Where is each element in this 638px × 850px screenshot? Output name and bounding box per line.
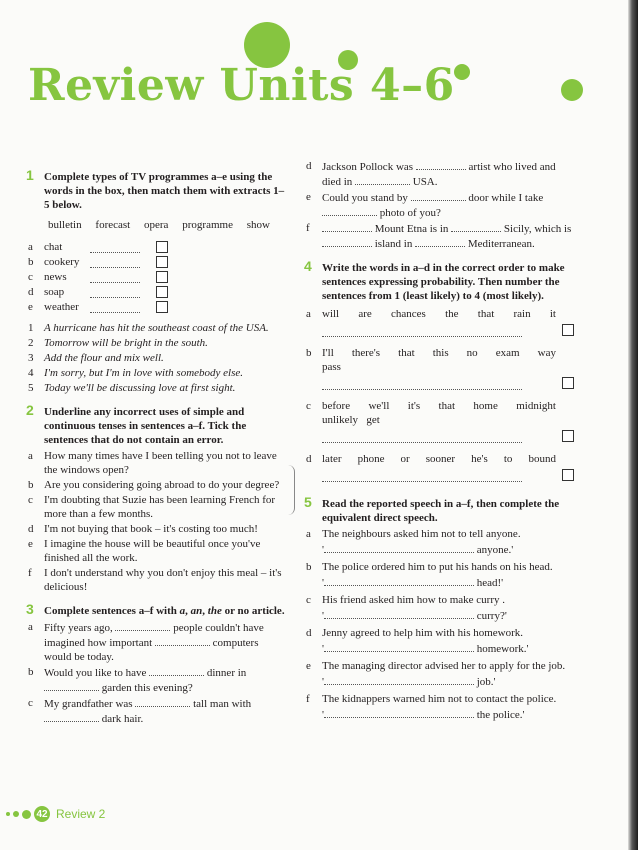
sentence-part: USA. — [410, 176, 438, 188]
tv-type-item — [26, 240, 288, 255]
answer-box[interactable] — [156, 271, 168, 283]
item-letter: b — [306, 347, 312, 359]
scrambled-word: he's — [471, 453, 488, 465]
sentence-part: tall man with — [190, 698, 252, 710]
answer-blank[interactable] — [322, 379, 522, 390]
item-letter: d — [306, 627, 312, 639]
left-column — [26, 162, 288, 727]
exercise-instruction: Read the reported speech in a–f, then complete the equivalent direct speech. — [322, 498, 560, 524]
footer-label: Review 2 — [56, 807, 106, 821]
item-letter: f — [306, 222, 310, 234]
word-order-item — [304, 452, 576, 466]
scrambled-word: rain — [513, 308, 531, 320]
answer-blank[interactable] — [324, 674, 474, 685]
answer-box[interactable] — [156, 256, 168, 268]
rank-box[interactable] — [562, 324, 574, 336]
word-order-item — [304, 307, 576, 321]
answer-blank[interactable] — [149, 665, 204, 676]
reported-sentence: His friend asked him how to make curry . — [322, 594, 505, 606]
reported-speech-item — [304, 593, 576, 607]
scrambled-word: that — [438, 400, 456, 412]
reported-sentence: The police ordered him to put his hands on his head. — [322, 561, 553, 573]
scrambled-words — [322, 307, 576, 321]
scrambled-word: pass — [322, 361, 341, 373]
scrambled-word: get — [366, 414, 380, 426]
scrambled-words-wrap — [322, 413, 576, 427]
sentence-item — [26, 537, 288, 565]
scrambled-word: or — [400, 453, 410, 465]
item-letter: d — [306, 160, 312, 172]
sentence-item — [26, 493, 288, 521]
quote-mark: ' — [322, 544, 324, 556]
scrambled-word: way — [537, 347, 556, 359]
instruction-text: Complete sentences a–f with — [44, 605, 180, 617]
page-title: Review Units 4–6 — [28, 60, 455, 111]
article-item — [26, 665, 288, 695]
reported-speech-item — [304, 692, 576, 706]
answer-blank[interactable] — [322, 432, 522, 443]
scrambled-word: are — [358, 308, 372, 320]
reported-speech-item — [304, 527, 576, 541]
item-word: weather — [44, 301, 79, 313]
extract-number: 2 — [28, 337, 34, 349]
answer-blank[interactable] — [322, 205, 377, 216]
exercise-number: 1 — [26, 167, 34, 183]
scrambled-word: chances — [391, 308, 426, 320]
exercise-instruction — [44, 604, 288, 618]
page-number: 42 — [34, 806, 50, 822]
answer-blank[interactable] — [324, 608, 474, 619]
article-item — [26, 620, 288, 664]
reported-speech-item — [304, 626, 576, 640]
article-item — [304, 159, 576, 189]
item-letter: b — [28, 479, 34, 491]
quote-end: homework.' — [473, 643, 529, 655]
decorative-dot — [22, 810, 31, 819]
decorative-dot — [454, 64, 470, 80]
answer-blank[interactable] — [90, 272, 140, 283]
answer-blank[interactable] — [451, 221, 501, 232]
probability-list — [304, 307, 576, 485]
quote-mark: ' — [322, 610, 324, 622]
exercise-2 — [26, 402, 288, 447]
scrambled-word: no — [466, 347, 478, 359]
answer-blank[interactable] — [416, 159, 466, 170]
scrambled-word: there's — [351, 347, 381, 359]
page-footer — [6, 806, 105, 822]
exercise-number: 5 — [304, 494, 312, 510]
item-letter: f — [28, 567, 32, 579]
sentence-part: Mediterranean. — [465, 238, 535, 250]
exercise-instruction: Write the words in a–d in the correct order to make sentences expressing probability. Then number the sentences from 1 (least likely) to 4 (most likely). — [322, 262, 565, 302]
scrambled-word: the — [445, 308, 459, 320]
extract-text: Tomorrow will be bright in the south. — [44, 337, 208, 349]
item-letter: b — [28, 666, 34, 678]
instruction-text: or no article. — [221, 605, 285, 617]
sentence-item — [26, 522, 288, 536]
exercise-number: 2 — [26, 402, 34, 418]
right-column — [304, 158, 576, 722]
scrambled-word: it's — [407, 400, 421, 412]
instruction-article: the — [207, 605, 222, 617]
item-letter: f — [306, 693, 310, 705]
item-letter: c — [28, 271, 33, 283]
answer-blank[interactable] — [90, 257, 140, 268]
scrambled-word: sooner — [425, 453, 456, 465]
item-letter: d — [28, 523, 34, 535]
sentence-text[interactable]: How many times have I been telling you not to leave the windows open? — [44, 450, 277, 476]
scrambled-word: exam — [495, 347, 520, 359]
extract-text: Today we'll be discussing love at first sight. — [44, 382, 236, 394]
reported-speech-item — [304, 560, 576, 574]
direct-speech-line — [304, 608, 576, 623]
answer-line — [322, 469, 576, 485]
instruction-article: a — [179, 605, 186, 617]
reported-sentence: Jenny agreed to help him with his homework. — [322, 627, 524, 639]
tv-type-item — [26, 300, 288, 315]
quote-mark: ' — [322, 577, 324, 589]
scrambled-word: will — [322, 308, 340, 320]
direct-speech-line — [304, 575, 576, 590]
quote-mark: ' — [322, 643, 324, 655]
scrambled-word: later — [322, 453, 342, 465]
exercise-5 — [304, 494, 576, 525]
sentence-part: Fifty years ago, — [44, 622, 116, 634]
quote-end: job.' — [473, 676, 496, 688]
sentence-part: dinner in — [204, 667, 247, 679]
extract-number: 1 — [28, 322, 34, 334]
scrambled-words — [322, 452, 576, 466]
reported-speech-list — [304, 527, 576, 722]
answer-blank[interactable] — [324, 575, 474, 586]
item-word: soap — [44, 286, 65, 298]
answer-blank[interactable] — [90, 287, 140, 298]
extract-number: 4 — [28, 367, 34, 379]
scrambled-word: home — [473, 400, 498, 412]
answer-blank[interactable] — [44, 680, 99, 691]
sentence-item — [26, 449, 288, 477]
instruction-article: an — [190, 605, 203, 617]
sentence-text[interactable]: I'm doubting that Suzie has been learning French for more than a few months. — [44, 494, 276, 520]
sentence-part: garden this evening? — [99, 682, 193, 694]
reported-speech-item — [304, 659, 576, 673]
item-word: chat — [44, 241, 63, 253]
extract-number: 3 — [28, 352, 34, 364]
item-word: cookery — [44, 256, 80, 268]
sentence-text[interactable]: I don't understand why you don't enjoy this meal – it's delicious! — [44, 567, 282, 593]
answer-box[interactable] — [156, 286, 168, 298]
answer-blank[interactable] — [322, 236, 372, 247]
answer-blank[interactable] — [115, 620, 170, 631]
answer-box[interactable] — [156, 301, 168, 313]
exercise-instruction: Underline any incorrect uses of simple and continuous tenses in sentences a–f. Tick the sentences that do not contain an error. — [44, 406, 247, 446]
scrambled-word: I'll — [322, 347, 334, 359]
exercise-number: 4 — [304, 258, 312, 274]
reported-sentence: The managing director advised her to apply for the job. — [322, 660, 566, 672]
sentence-part: My grandfather was — [44, 698, 136, 710]
exercise-4 — [304, 258, 576, 303]
word-order-item — [304, 399, 576, 427]
quote-mark: ' — [322, 676, 324, 688]
item-letter: c — [28, 494, 33, 506]
answer-blank[interactable] — [415, 236, 465, 247]
tv-type-list — [26, 240, 288, 315]
word-box — [26, 212, 288, 240]
answer-blank[interactable] — [324, 707, 474, 718]
exercise-1 — [26, 167, 288, 212]
item-letter: e — [306, 660, 311, 672]
answer-blank[interactable] — [411, 190, 466, 201]
instruction-text: , — [185, 605, 191, 617]
extract-item — [26, 381, 288, 395]
extract-item — [26, 366, 288, 380]
direct-speech-line — [304, 707, 576, 722]
sentence-part: Mount Etna is in — [372, 223, 452, 235]
direct-speech-line — [304, 674, 576, 689]
quote-end: the police.' — [473, 709, 525, 721]
answer-blank[interactable] — [322, 221, 372, 232]
article-item — [304, 190, 576, 220]
decorative-dot — [13, 811, 19, 817]
answer-blank[interactable] — [322, 326, 522, 337]
word-order-item — [304, 346, 576, 374]
scrambled-word: it — [549, 308, 556, 320]
item-letter: d — [306, 453, 312, 465]
answer-blank[interactable] — [155, 635, 210, 646]
decorative-dot — [6, 812, 10, 816]
sentence-item — [26, 478, 288, 492]
extract-list — [26, 321, 288, 395]
sentence-part: artist who lived and died in — [322, 161, 556, 188]
answer-blank[interactable] — [324, 542, 474, 553]
item-letter: c — [306, 594, 311, 606]
item-letter: a — [28, 241, 33, 253]
answer-blank[interactable] — [324, 641, 474, 652]
scrambled-word: we'll — [368, 400, 390, 412]
extract-item — [26, 321, 288, 335]
answer-blank[interactable] — [90, 242, 140, 253]
article-item — [26, 696, 288, 726]
sentence-text[interactable]: I imagine the house will be beautiful once you've finished all the work. — [44, 538, 261, 564]
rank-box[interactable] — [562, 469, 574, 481]
answer-line — [322, 324, 576, 340]
item-letter: a — [306, 308, 311, 320]
sentence-text[interactable]: Are you considering going abroad to do your degree? — [44, 479, 280, 491]
scrambled-word: that — [398, 347, 415, 359]
exercise-number: 3 — [26, 601, 34, 617]
box-word: programme — [182, 219, 233, 231]
sentence-part: people couldn't have imagined how important — [44, 622, 264, 649]
article-item — [304, 221, 576, 251]
scrambled-word: that — [477, 308, 495, 320]
item-word: news — [44, 271, 67, 283]
extract-item — [26, 336, 288, 350]
rank-box[interactable] — [562, 430, 574, 442]
sentence-list — [26, 449, 288, 594]
item-letter: d — [28, 286, 34, 298]
rank-box[interactable] — [562, 377, 574, 389]
scrambled-words-wrap — [322, 360, 576, 374]
item-letter: a — [28, 621, 33, 633]
book-spine-edge — [628, 0, 638, 850]
sentence-part: computers would be today. — [44, 637, 259, 663]
box-word: forecast — [95, 219, 131, 231]
exercise-instruction: Complete types of TV programmes a–e using the words in the box, then match them with extracts 1–5 below. — [44, 171, 285, 211]
item-letter: e — [28, 301, 33, 313]
direct-speech-line — [304, 641, 576, 656]
sentence-part: island in — [372, 238, 416, 250]
sentence-part: Could you stand by — [322, 192, 411, 204]
scrambled-word: before — [322, 400, 351, 412]
exercise-3 — [26, 601, 288, 618]
instruction-text: , — [202, 605, 208, 617]
answer-blank[interactable] — [135, 696, 190, 707]
sentence-part: Would you like to have — [44, 667, 150, 679]
sentence-text[interactable]: I'm not buying that book – it's costing too much! — [44, 523, 258, 535]
tv-type-item — [26, 285, 288, 300]
decorative-bracket — [288, 465, 295, 515]
item-letter: e — [306, 191, 311, 203]
answer-blank[interactable] — [90, 302, 140, 313]
scrambled-words — [322, 346, 576, 360]
box-word: bulletin — [48, 219, 82, 231]
article-list-continued — [304, 159, 576, 251]
decorative-dot — [561, 79, 583, 101]
extract-text: A hurricane has hit the southeast coast of the USA. — [44, 322, 269, 334]
item-letter: a — [306, 528, 311, 540]
sentence-part: photo of you? — [377, 207, 441, 219]
tv-type-item — [26, 255, 288, 270]
answer-box[interactable] — [156, 241, 168, 253]
box-word: show — [246, 219, 270, 231]
article-list — [26, 620, 288, 726]
box-word: opera — [144, 219, 169, 231]
answer-line — [322, 430, 576, 446]
item-letter: a — [28, 450, 33, 462]
answer-blank[interactable] — [322, 471, 522, 482]
sentence-part: door while I take — [465, 192, 544, 204]
scrambled-word: bound — [528, 453, 556, 465]
tv-type-item — [26, 270, 288, 285]
item-letter: e — [28, 538, 33, 550]
scrambled-word: phone — [357, 453, 385, 465]
quote-end: anyone.' — [473, 544, 514, 556]
reported-sentence: The kidnappers warned him not to contact the police. — [322, 693, 557, 705]
scrambled-word: to — [503, 453, 513, 465]
answer-line — [322, 377, 576, 393]
item-letter: c — [28, 697, 33, 709]
scrambled-words — [322, 399, 576, 413]
extract-text: Add the flour and mix well. — [44, 352, 164, 364]
quote-end: head!' — [473, 577, 504, 589]
quote-end: curry?' — [473, 610, 507, 622]
sentence-item — [26, 566, 288, 594]
sentence-part: dark hair. — [99, 713, 144, 725]
answer-blank[interactable] — [355, 174, 410, 185]
item-letter: c — [306, 400, 311, 412]
sentence-part: Sicily, which is — [501, 223, 572, 235]
direct-speech-line — [304, 542, 576, 557]
reported-sentence: The neighbours asked him not to tell anyone. — [322, 528, 521, 540]
sentence-part: Jackson Pollock was — [322, 161, 416, 173]
extract-item — [26, 351, 288, 365]
quote-mark: ' — [322, 709, 324, 721]
extract-number: 5 — [28, 382, 34, 394]
scrambled-word: midnight — [516, 400, 556, 412]
item-letter: b — [28, 256, 34, 268]
item-letter: b — [306, 561, 312, 573]
scrambled-word: this — [432, 347, 449, 359]
answer-blank[interactable] — [44, 711, 99, 722]
extract-text: I'm sorry, but I'm in love with somebody else. — [44, 367, 244, 379]
scrambled-word: unlikely — [322, 414, 359, 426]
